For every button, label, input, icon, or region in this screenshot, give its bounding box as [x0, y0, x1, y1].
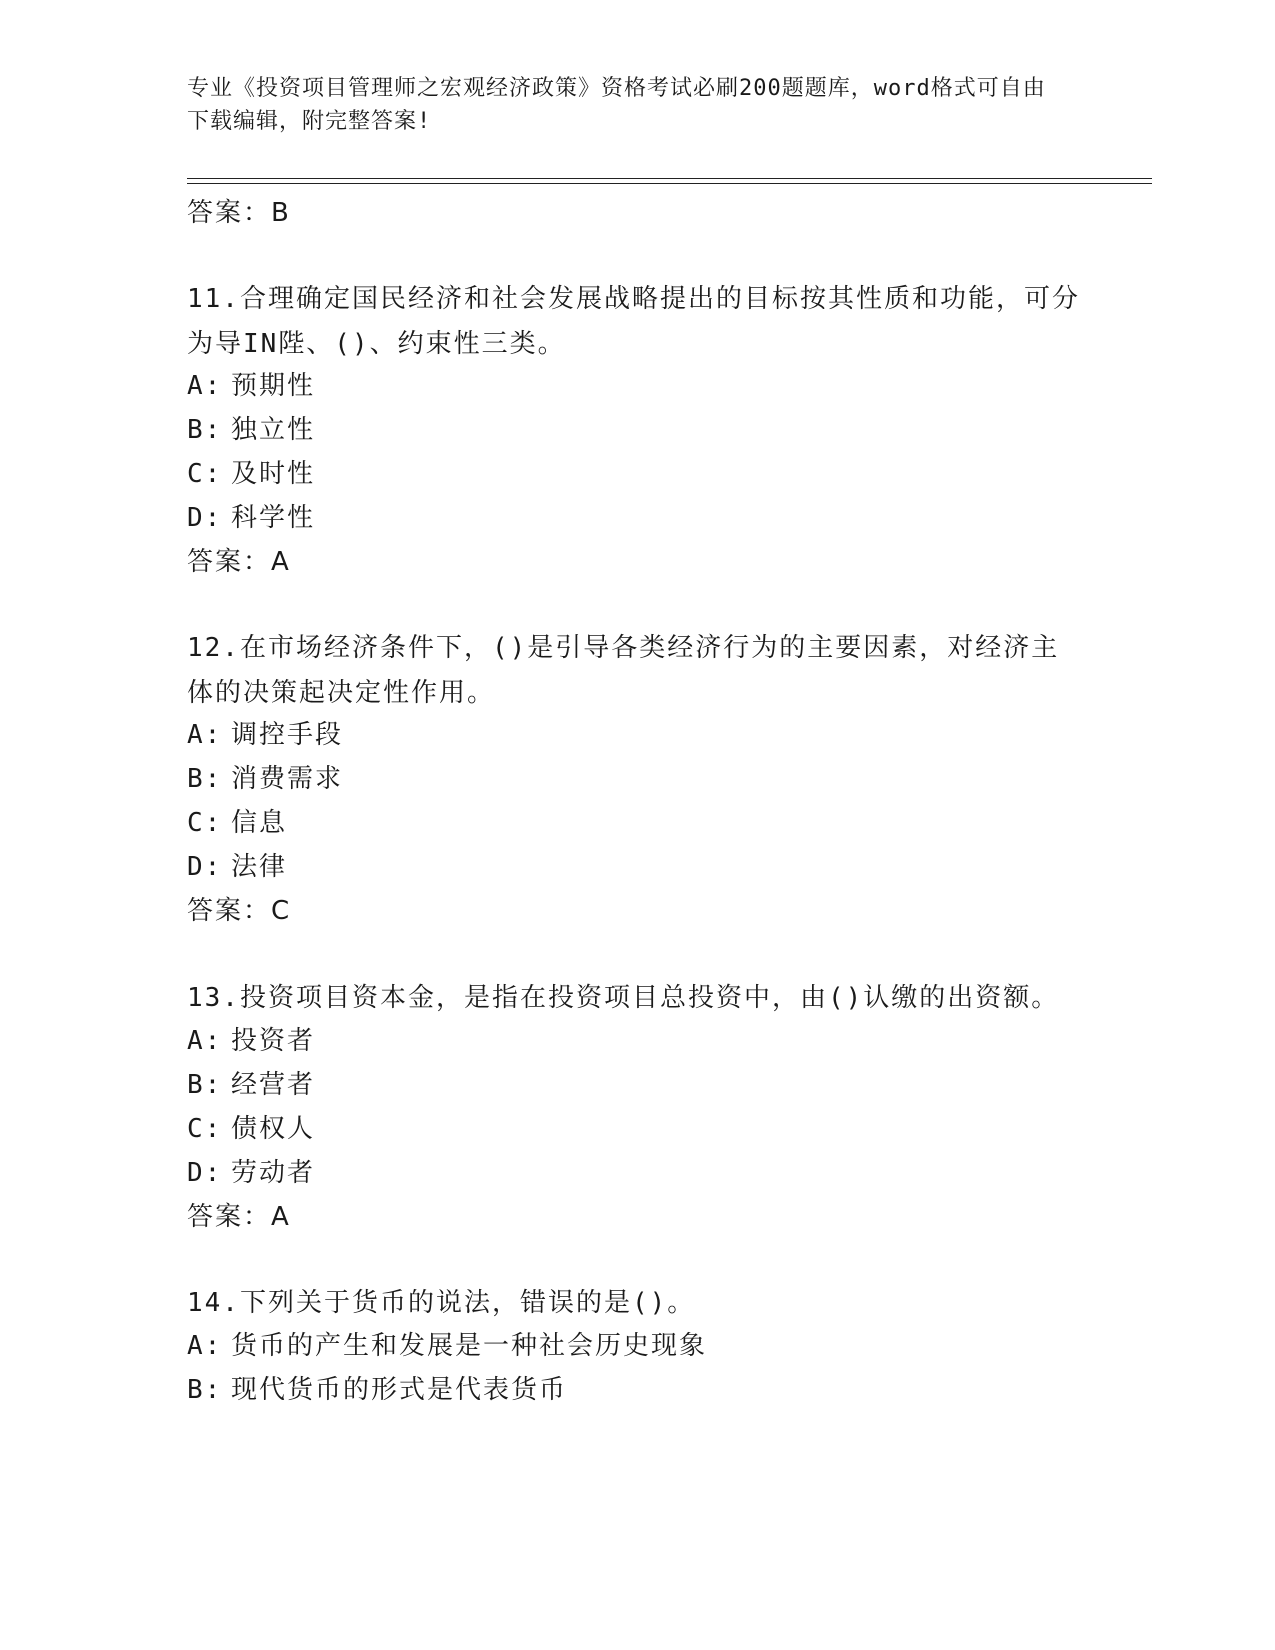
- answer-11: 答案：A: [187, 547, 291, 577]
- question-13-option-c: [187, 1108, 315, 1145]
- option-letter: C:: [187, 1114, 223, 1144]
- question-11-option-a: [187, 365, 315, 402]
- option-text: 债权人: [231, 1114, 316, 1144]
- question-13-option-a: [187, 1020, 315, 1057]
- option-letter: C:: [187, 459, 223, 489]
- question-12-option-b: [187, 758, 343, 795]
- question-11-option-b: [187, 409, 315, 446]
- option-text: 消费需求: [231, 764, 344, 794]
- option-letter: B:: [187, 1070, 223, 1100]
- option-letter: B:: [187, 1375, 223, 1405]
- answer-10: 答案：B: [187, 198, 291, 228]
- question-14-option-b: [187, 1369, 567, 1406]
- option-text: 投资者: [231, 1026, 316, 1056]
- question-12-option-c: [187, 802, 287, 839]
- option-text: 调控手段: [231, 720, 344, 750]
- option-letter: D:: [187, 852, 223, 882]
- option-letter: A:: [187, 371, 223, 401]
- option-letter: B:: [187, 764, 223, 794]
- question-14-text: 14.下列关于货币的说法，错误的是()。: [187, 1288, 696, 1318]
- answer-13: 答案：A: [187, 1202, 291, 1232]
- option-text: 现代货币的形式是代表货币: [231, 1375, 568, 1405]
- option-text: 及时性: [231, 459, 316, 489]
- option-letter: A:: [187, 1331, 223, 1361]
- option-text: 信息: [231, 808, 288, 838]
- question-12-option-a: [187, 714, 343, 751]
- question-13-option-b: [187, 1064, 315, 1101]
- question-12-text: 12.在市场经济条件下，()是引导各类经济行为的主要因素，对经济主体的决策起决定性作用。: [187, 633, 1060, 708]
- option-text: 预期性: [231, 371, 316, 401]
- question-13-option-d: [187, 1152, 315, 1189]
- option-text: 独立性: [231, 415, 316, 445]
- question-13-text: 13.投资项目资本金，是指在投资项目总投资中，由()认缴的出资额。: [187, 983, 1060, 1013]
- option-text: 科学性: [231, 503, 316, 533]
- option-letter: D:: [187, 503, 223, 533]
- option-text: 经营者: [231, 1070, 316, 1100]
- answer-12: 答案：C: [187, 896, 292, 926]
- header-divider-bottom: [187, 183, 1152, 184]
- option-letter: D:: [187, 1158, 223, 1188]
- question-12-option-d: [187, 846, 287, 883]
- option-letter: A:: [187, 1026, 223, 1056]
- question-11-text: 11.合理确定国民经济和社会发展战略提出的目标按其性质和功能，可分为导IN陛、()、约束性三类。: [187, 284, 1080, 359]
- question-14-option-a: [187, 1325, 707, 1362]
- question-11-option-c: [187, 453, 315, 490]
- document-header: 专业《投资项目管理师之宏观经济政策》资格考试必刷200题题库，word格式可自由下载编辑，附完整答案!: [187, 76, 1046, 134]
- header-divider-top: [187, 178, 1152, 179]
- option-text: 劳动者: [231, 1158, 316, 1188]
- option-letter: C:: [187, 808, 223, 838]
- option-letter: B:: [187, 415, 223, 445]
- option-letter: A:: [187, 720, 223, 750]
- question-11-option-d: [187, 497, 315, 534]
- option-text: 货币的产生和发展是一种社会历史现象: [231, 1331, 708, 1361]
- option-text: 法律: [231, 852, 288, 882]
